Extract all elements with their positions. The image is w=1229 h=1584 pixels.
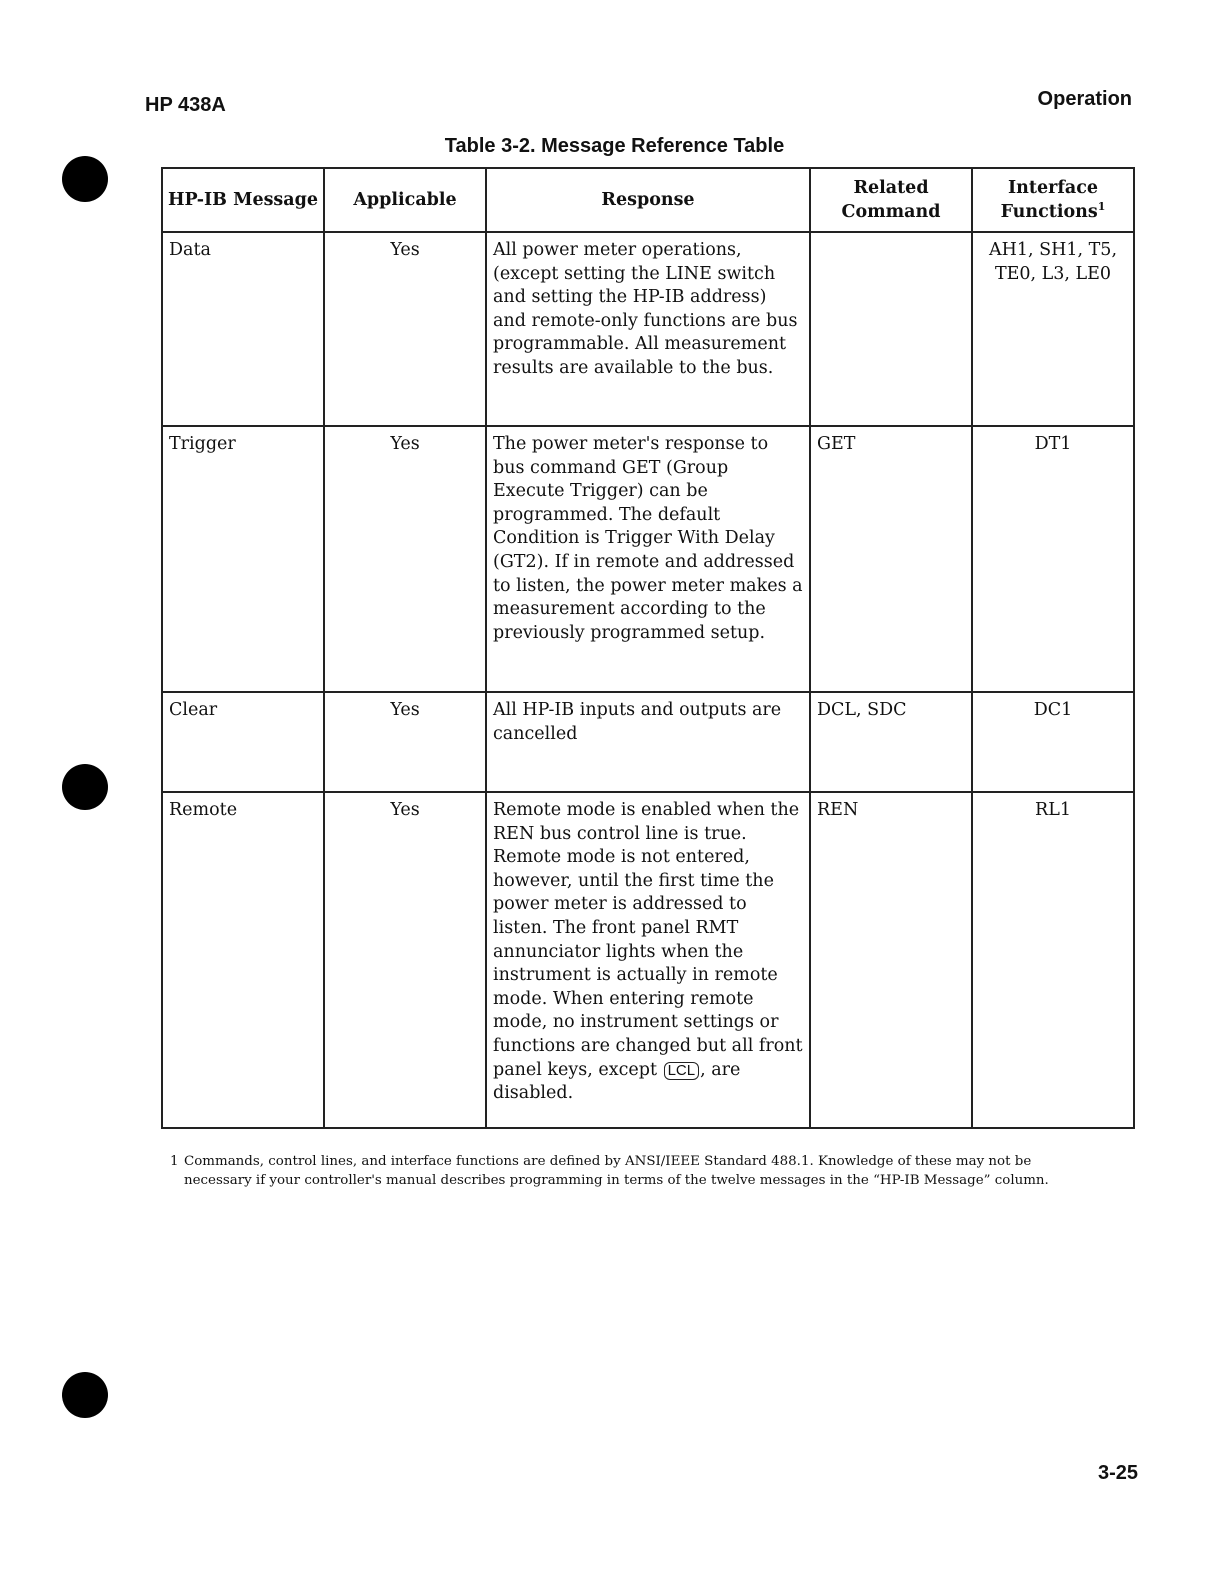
col-header-interface-line1: Interface (1007, 178, 1098, 198)
col-header-applicable: Applicable (324, 168, 486, 232)
cell-related: REN (810, 792, 972, 1128)
footnote-ref: 1 (1097, 200, 1106, 214)
header-section: Operation (1037, 88, 1132, 110)
footnote-number: 1 (170, 1154, 179, 1169)
col-header-related-line1: Related (853, 178, 929, 198)
cell-interface-line1: DC1 (1033, 700, 1073, 720)
cell-applicable: Yes (324, 426, 486, 692)
table-row (162, 792, 1134, 1128)
table-header-row (162, 168, 1134, 232)
cell-applicable: Yes (324, 792, 486, 1128)
cell-interface-line2: TE0, L3, LE0 (994, 263, 1112, 284)
cell-response: The power meter's response to bus command GET (Group Execute Trigger) can be programmed. The default Condition is Trigger With Delay (GT2). If in remote and addressed to listen, the power meter makes a measurement according to the previously programmed setup. (486, 426, 810, 692)
cell-related: GET (810, 426, 972, 692)
footnote-line1: Commands, control lines, and interface functions are defined by ANSI/IEEE Standard 488.1. Knowledge of these may not be (184, 1154, 1032, 1169)
cell-message: Remote (162, 792, 324, 1128)
cell-response: All power meter operations, (except setting the LINE switch and setting the HP-IB address) and remote-only functions are bus programmable. All measurement results are available to the bus. (486, 232, 810, 426)
cell-interface (972, 692, 1134, 792)
cell-interface-line1: RL1 (1035, 800, 1071, 820)
col-header-response: Response (486, 168, 810, 232)
cell-applicable: Yes (324, 232, 486, 426)
col-header-related-line2: Command (841, 202, 941, 222)
table-row (162, 426, 1134, 692)
cell-interface (972, 232, 1134, 426)
cell-response-tail: , are disabled. (493, 1059, 741, 1104)
col-header-related-command (810, 168, 972, 232)
cell-interface (972, 792, 1134, 1128)
binder-hole-middle (62, 764, 108, 810)
binder-hole-bottom (62, 1372, 108, 1418)
page-number: 3-25 (1097, 1462, 1138, 1484)
cell-applicable: Yes (324, 692, 486, 792)
cell-message: Clear (162, 692, 324, 792)
cell-interface-line1: AH1, SH1, T5, (988, 240, 1118, 260)
cell-response-text: Remote mode is enabled when the REN bus control line is true. Remote mode is not entered, however, until the first time the power meter is addressed to listen. The front panel RMT annunciator lights when the instrument is actually in remote mode. When entering remote mode, no instrument settings or functions are changed but all front panel keys, except (493, 800, 803, 1080)
cell-response (486, 792, 810, 1128)
footnote-line2: necessary if your controller's manual describes programming in terms of the twelve messages in the “HP-IB Message” column. (184, 1173, 1049, 1188)
binder-hole-top (62, 156, 108, 202)
header-model: HP 438A (145, 94, 226, 116)
cell-message: Trigger (162, 426, 324, 692)
cell-related: DCL, SDC (810, 692, 972, 792)
message-reference-table (161, 167, 1135, 1129)
col-header-interface-functions (972, 168, 1134, 232)
cell-message: Data (162, 232, 324, 426)
col-header-interface-line2: Functions (1000, 202, 1098, 222)
table-title: Table 3-2. Message Reference Table (444, 135, 785, 157)
lcl-key-icon: LCL (664, 1062, 700, 1080)
table-row (162, 232, 1134, 426)
footnote (170, 1152, 1115, 1190)
cell-interface-line1: DT1 (1034, 434, 1072, 454)
col-header-message: HP-IB Message (162, 168, 324, 232)
cell-interface (972, 426, 1134, 692)
cell-related (810, 232, 972, 426)
cell-response: All HP-IB inputs and outputs are cancelled (486, 692, 810, 792)
table-row (162, 692, 1134, 792)
